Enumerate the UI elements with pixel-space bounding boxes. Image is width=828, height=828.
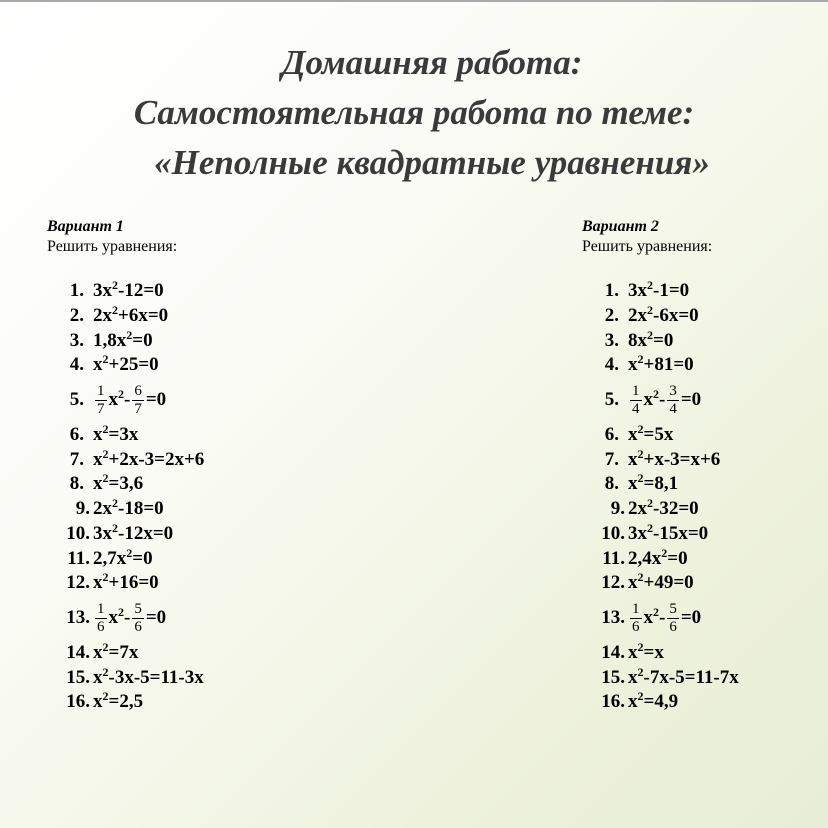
equation [93, 424, 138, 446]
exponent: 2 [112, 496, 118, 511]
equation [93, 691, 143, 713]
denominator: 4 [632, 400, 640, 417]
equation [628, 520, 709, 545]
problem-5 [582, 378, 828, 423]
denominator: 6 [632, 618, 640, 635]
eq-term: x [628, 572, 638, 594]
eq-rest: =0 [680, 388, 702, 410]
numerator: 1 [632, 382, 640, 399]
problem-number: 4. [604, 354, 619, 376]
exponent: 2 [661, 545, 668, 560]
problem-16 [582, 690, 828, 715]
eq-term: 3x [628, 280, 647, 302]
equation [93, 383, 166, 418]
eq-term: 2x [93, 498, 112, 520]
denominator: 6 [97, 618, 105, 635]
eq-term: 3x [93, 522, 112, 544]
numerator: 5 [134, 600, 142, 617]
equation [93, 446, 205, 471]
eq-term: 3x [93, 280, 112, 302]
eq-rest: -1=0 [653, 280, 690, 302]
operator: - [659, 606, 666, 628]
eq-term: 2x [628, 498, 647, 520]
eq-rest: +16=0 [108, 572, 159, 594]
exponent: 2 [102, 422, 109, 437]
exponent: 2 [637, 639, 644, 654]
problem-8 [582, 472, 828, 497]
eq-term: x [93, 572, 103, 594]
exponent: 2 [637, 422, 644, 437]
eq-rest: -12x=0 [118, 522, 174, 544]
problem-number: 7. [604, 448, 619, 470]
variant-2 [582, 217, 828, 715]
fraction [630, 601, 642, 636]
equation [628, 446, 721, 471]
eq-rest: =8,1 [643, 473, 679, 495]
problem-15 [47, 665, 307, 690]
eq-rest: +49=0 [643, 572, 694, 594]
title-line-3: «Неполные квадратные уравнения» [154, 143, 710, 182]
exponent: 2 [126, 545, 133, 560]
problem-10 [582, 522, 828, 547]
eq-rest: =3,6 [108, 473, 144, 495]
eq-rest: -32=0 [653, 498, 699, 520]
problem-9 [582, 497, 828, 522]
exponent: 2 [118, 386, 124, 401]
equation [93, 664, 204, 689]
problem-number: 1. [604, 280, 619, 302]
eq-rest: =0 [132, 547, 153, 569]
problem-number: 2. [69, 305, 84, 327]
problem-7 [582, 447, 828, 472]
problem-number: 9. [75, 498, 90, 520]
fraction [630, 383, 642, 418]
variant-1-problems [47, 279, 307, 715]
eq-term: x [108, 388, 118, 410]
variant-1-name: Вариант 1 [47, 218, 124, 235]
eq-term: x [628, 473, 638, 495]
exponent: 2 [637, 664, 644, 679]
eq-rest: -15x=0 [653, 522, 709, 544]
exponent: 2 [637, 471, 644, 486]
equation [93, 280, 164, 302]
fraction [667, 601, 679, 636]
operator: - [124, 606, 131, 628]
equation [93, 545, 153, 570]
eq-term: 3x [628, 522, 647, 544]
fraction [132, 383, 144, 418]
equation [93, 639, 139, 664]
operator: - [659, 388, 666, 410]
exponent: 2 [102, 664, 109, 679]
problem-number: 10. [601, 522, 625, 544]
exponent: 2 [647, 303, 653, 318]
problem-number: 12. [66, 572, 90, 594]
exponent: 2 [637, 689, 644, 704]
eq-term: x [643, 388, 653, 410]
problem-6 [582, 423, 828, 448]
equation [628, 354, 694, 376]
eq-term: x [628, 424, 638, 446]
variant-2-problems [582, 279, 828, 715]
exponent: 2 [126, 327, 133, 342]
problem-16 [47, 690, 307, 715]
denominator: 4 [669, 400, 677, 417]
equation [93, 601, 166, 636]
problem-2 [47, 304, 307, 329]
exponent: 2 [647, 520, 653, 535]
eq-rest: =0 [680, 606, 702, 628]
problem-number: 2. [604, 305, 619, 327]
eq-rest: =0 [145, 606, 167, 628]
exponent: 2 [102, 471, 109, 486]
problem-2 [582, 304, 828, 329]
top-border [0, 0, 828, 2]
eq-term: x [643, 606, 653, 628]
eq-term: x [628, 666, 638, 688]
numerator: 1 [97, 382, 105, 399]
equation [628, 424, 673, 446]
equation [628, 601, 701, 636]
problem-3 [47, 328, 307, 353]
equation [628, 664, 739, 689]
problem-9 [47, 497, 307, 522]
problem-number: 16. [601, 691, 625, 713]
eq-rest: =5x [643, 424, 674, 446]
problem-12 [582, 571, 828, 596]
eq-term: x [628, 448, 638, 470]
eq-term: x [628, 691, 638, 713]
page-title [0, 38, 828, 188]
problem-number: 10. [66, 522, 90, 544]
fraction [667, 383, 679, 418]
problem-number: 11. [602, 547, 625, 569]
fraction [132, 601, 144, 636]
exponent: 2 [647, 327, 653, 342]
equation [628, 383, 701, 418]
equation [93, 572, 159, 594]
problem-number: 5. [604, 389, 619, 411]
denominator: 6 [134, 618, 142, 635]
numerator: 5 [669, 600, 677, 617]
problem-number: 11. [67, 547, 90, 569]
exponent: 2 [637, 446, 644, 461]
problem-4 [47, 353, 307, 378]
eq-rest: =2,5 [108, 691, 144, 713]
eq-term: x [93, 424, 103, 446]
variant-2-task: Решить уравнения: [582, 238, 713, 255]
exponent: 2 [637, 570, 644, 585]
problem-14 [582, 641, 828, 666]
eq-term: x [93, 641, 103, 663]
variant-1-task: Решить уравнения: [47, 238, 178, 255]
problem-number: 6. [69, 424, 84, 446]
equation [628, 473, 678, 495]
problem-number: 15. [601, 666, 625, 688]
exponent: 2 [112, 278, 118, 293]
equation [628, 280, 689, 302]
problem-number: 13. [66, 607, 90, 629]
equation [628, 545, 688, 570]
eq-term: x [93, 666, 103, 688]
eq-term: 2x [93, 305, 112, 327]
problem-7 [47, 447, 307, 472]
eq-rest: =4,9 [643, 691, 679, 713]
eq-term: x [628, 641, 638, 663]
eq-rest: =0 [653, 329, 674, 351]
problem-5 [47, 378, 307, 423]
exponent: 2 [118, 604, 124, 619]
eq-rest: =0 [132, 329, 153, 351]
eq-rest: +2x-3=2x+6 [108, 448, 205, 470]
problem-number: 12. [601, 572, 625, 594]
exponent: 2 [102, 639, 109, 654]
fraction [95, 601, 107, 636]
numerator: 1 [632, 600, 640, 617]
equation [628, 498, 699, 520]
eq-term: 2,7x [93, 547, 127, 569]
variant-1 [47, 217, 307, 715]
exponent: 2 [653, 386, 659, 401]
problem-number: 13. [601, 607, 625, 629]
eq-rest: -12=0 [118, 280, 164, 302]
eq-term: x [93, 473, 103, 495]
equation [628, 305, 699, 327]
exponent: 2 [102, 446, 109, 461]
eq-term: x [93, 448, 103, 470]
problem-number: 9. [610, 498, 625, 520]
problem-11 [582, 546, 828, 571]
title-line-2: Самостоятельная работа по теме: [133, 93, 695, 132]
exponent: 2 [647, 278, 653, 293]
problem-number: 4. [69, 354, 84, 376]
problem-6 [47, 423, 307, 448]
problem-number: 3. [604, 329, 619, 351]
problem-number: 15. [66, 666, 90, 688]
problem-13 [582, 596, 828, 641]
variant-2-name: Вариант 2 [582, 218, 659, 235]
problem-13 [47, 596, 307, 641]
eq-term: x [93, 354, 103, 376]
exponent: 2 [102, 689, 109, 704]
problem-1 [582, 279, 828, 304]
equation [628, 691, 678, 713]
problem-10 [47, 522, 307, 547]
equation [628, 327, 674, 352]
title-line-1: Домашняя работа: [281, 43, 583, 82]
problem-15 [582, 665, 828, 690]
equation [93, 498, 164, 520]
equation [628, 572, 694, 594]
problem-number: 8. [69, 473, 84, 495]
problem-number: 14. [601, 641, 625, 663]
problem-11 [47, 546, 307, 571]
eq-rest: -6x=0 [653, 305, 699, 327]
problem-14 [47, 641, 307, 666]
eq-rest: =3x [108, 424, 139, 446]
numerator: 3 [669, 382, 677, 399]
exponent: 2 [653, 604, 659, 619]
operator: - [124, 388, 131, 410]
denominator: 7 [134, 400, 142, 417]
eq-rest: =7x [108, 641, 139, 663]
eq-term: x [108, 606, 118, 628]
eq-term: x [628, 354, 638, 376]
problem-number: 16. [66, 691, 90, 713]
problem-8 [47, 472, 307, 497]
eq-rest: +81=0 [643, 354, 694, 376]
equation [93, 354, 159, 376]
denominator: 6 [669, 618, 677, 635]
eq-term: 8x [628, 329, 647, 351]
eq-term: 2x [628, 305, 647, 327]
eq-term: x [93, 691, 103, 713]
exponent: 2 [647, 496, 653, 511]
eq-rest: -7x-5=11-7x [643, 666, 739, 688]
exponent: 2 [112, 303, 118, 318]
fraction [95, 383, 107, 418]
problem-number: 3. [69, 329, 84, 351]
eq-rest: -3x-5=11-3x [108, 666, 204, 688]
problem-1 [47, 279, 307, 304]
problem-number: 8. [604, 473, 619, 495]
eq-rest: +25=0 [108, 354, 159, 376]
exponent: 2 [102, 570, 109, 585]
problem-3 [582, 328, 828, 353]
eq-rest: +x-3=x+6 [643, 448, 721, 470]
eq-term: 1,8x [93, 329, 127, 351]
exponent: 2 [112, 520, 118, 535]
eq-rest: =0 [667, 547, 688, 569]
equation [93, 520, 174, 545]
eq-rest: =x [643, 641, 664, 663]
problem-number: 5. [69, 389, 84, 411]
problem-number: 14. [66, 641, 90, 663]
eq-rest: +6x=0 [118, 305, 169, 327]
eq-rest: -18=0 [118, 498, 164, 520]
problem-number: 6. [604, 424, 619, 446]
eq-rest: =0 [145, 388, 167, 410]
equation [93, 327, 153, 352]
exponent: 2 [102, 352, 109, 367]
numerator: 1 [97, 600, 105, 617]
eq-term: 2,4x [628, 547, 662, 569]
problem-12 [47, 571, 307, 596]
problem-4 [582, 353, 828, 378]
denominator: 7 [97, 400, 105, 417]
equation [628, 639, 664, 664]
equation [93, 305, 168, 327]
numerator: 6 [134, 382, 142, 399]
exponent: 2 [637, 352, 644, 367]
problem-number: 7. [69, 448, 84, 470]
equation [93, 473, 143, 495]
problem-number: 1. [69, 280, 84, 302]
